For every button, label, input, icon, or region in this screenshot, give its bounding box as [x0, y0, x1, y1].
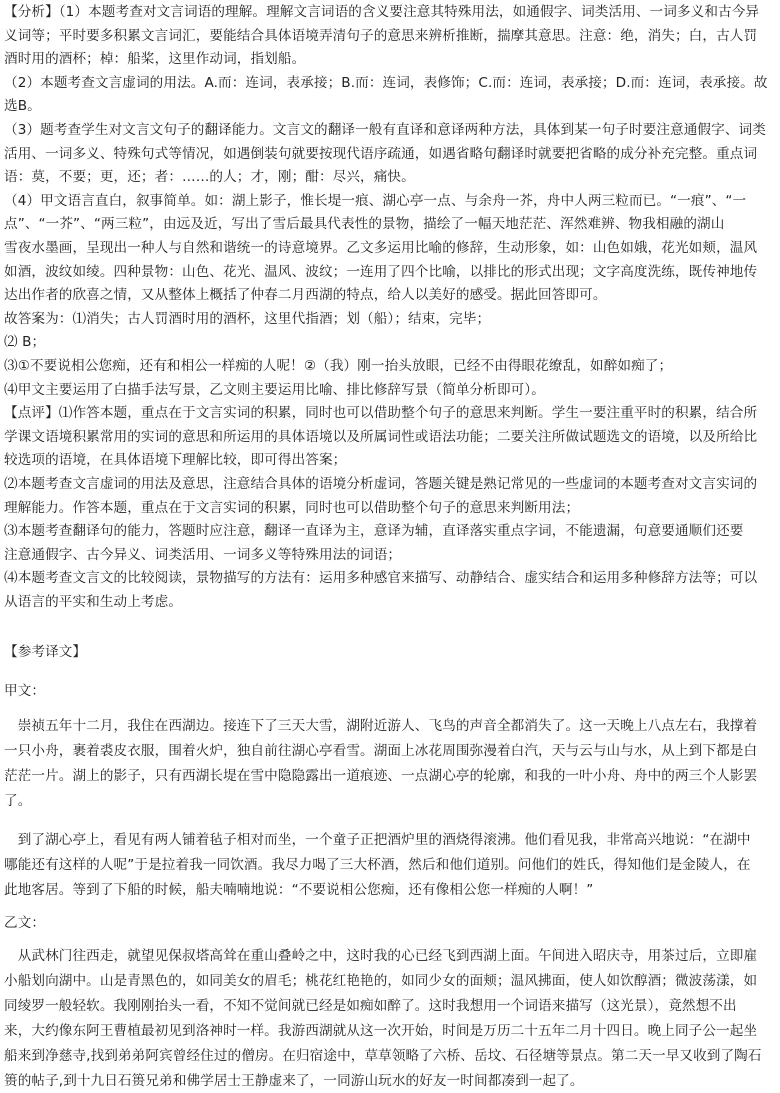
text-line: 点”、“一芥”、“两三粒”，由远及近，写出了雪后最具代表性的景物，描绘了一幅天地茫茫、浑然难辨、物我相融的湖山 — [4, 216, 725, 233]
text-line: ⑶①不要说相公您痴，还有和相公一样痴的人呢！②（我）刚一抬头放眼，已经不由得眼花缭乱，如醉如痴了； — [4, 358, 673, 374]
text-line: 学课文语境积累常用的实词的意思和所运用的具体语境以及所属词性或语法功能；二要关注所做试题选文的语境，以及所给比 — [4, 428, 758, 445]
text-line: 注意通假字、古今异义、词类活用、一词多义等特殊用法的词语； — [4, 546, 402, 563]
text-line: 哪能还有这样的人呢”于是拉着我一同饮酒。我尽力喝了三大杯酒，然后和他们道别。问他们的姓氏，得知他们是金陵人，在 — [4, 857, 751, 873]
text-line: 选B。 — [4, 98, 41, 115]
text-line: 同绫罗一般轻软。我刚刚抬头一看，不知不觉间就已经是如痴如醉了。这时我想用一个词语来描写（这光景），竟然想不出 — [4, 998, 737, 1014]
text-line: 从武林门往西走，就望见保叔塔高耸在重山叠岭之中，这时我的心已经飞到西湖上面。午间进入昭庆寺，用茶过后，立即雇 — [4, 948, 758, 964]
text-line: 从语言的平实和生动上考虑。 — [4, 594, 183, 610]
text-line: ⑵本题考查文言虚词的用法及意思，注意结合具体的语境分析虚词，答题关键是熟记常见的一些虚词的本题考查对文言实词的 — [4, 476, 758, 492]
text-line: 语：莫，不要；更，还；者：……的人；才，刚；酣：尽兴，痛快。 — [4, 169, 415, 186]
text-line: 船来到净慈寺,找到弟弟阿宾曾经住过的僧房。在归宿途中，草草领略了六桥、岳坟、石径塘等景点。第二天一早又收到了陶石 — [4, 1048, 762, 1064]
text-line: （4）甲文语言直白，叙事简单。如：湖上影子，惟长堤一痕、湖心亭一点、与余舟一芥，舟中人两三粒而已。“一痕”、“一 — [4, 192, 747, 209]
jia-label: 甲文： — [4, 683, 46, 699]
text-line: ⑵ B； — [4, 334, 46, 351]
text-line: 活用、一词多义、特殊句式等情况，如遇倒装句就要按现代语序疏通，如遇省略句翻译时就要把省略的成分补充完整。重点词 — [4, 145, 758, 162]
text-line: 一只小舟，裹着裘皮衣服，围着火炉，独自前往湖心亭看雪。湖面上冰花周围弥漫着白汽，天与云与山与水，从上到下都是白 — [4, 743, 758, 759]
text-line: 理解能力。作答本题，重点在于文言实词的积累，同时也可以借助整个句子的意思来判断用法； — [4, 499, 580, 516]
text-line: 较选项的语境，在具体语境下理解比较，即可得出答案； — [4, 452, 347, 469]
text-line: （3）题考查学生对文言文句子的翻译能力。文言文的翻译一般有直译和意译两种方法，具体到某一句子时要注意通假字、词类 — [4, 122, 766, 138]
text-line: 此地客居。等到了下船的时候，船夫喃喃地说：“不要说相公您痴，还有像相公您一样痴的人啊！” — [4, 882, 594, 898]
text-line: 【点评】⑴作答本题，重点在于文言实词的积累，同时也可以借助整个句子的意思来判断。学生一要注重平时的积累，结合所 — [4, 405, 758, 422]
text-line: ⑷本题考查文言文的比较阅读，景物描写的方法有：运用多种感官来描写、动静结合、虚实结合和运用多种修辞方法等；可以 — [4, 570, 758, 587]
text-line: 茫茫一片。湖上的影子，只有西湖长堤在雪中隐隐露出一道痕迹、一点湖心亭的轮廓，和我的一叶小舟、舟中的两三个人影罢 — [4, 768, 758, 784]
text-line: 来，大约像东阿王曹植最初见到洛神时一样。我游西湖就从这一次开始，时间是万历二十五年二月十四日。晚上同子公一起坐 — [4, 1023, 758, 1039]
text-line: 小船划向湖中。山是青黑色的，如同美女的眉毛；桃花红艳艳的，如同少女的面颊；温风拂面，使人如饮醇酒；微波荡漾，如 — [4, 973, 758, 989]
yi-label: 乙文： — [4, 915, 46, 931]
text-line: 篑的帖子,到十九日石篑兄弟和佛学居士王静虚来了，一同游山玩水的好友一时间都凑到一起了。 — [4, 1073, 584, 1089]
text-line: 了。 — [4, 793, 32, 809]
text-line: ⑶本题考查翻译句的能力，答题时应注意，翻译一直译为主，意译为辅，直译落实重点字词，不能遗漏，句意要通顺们还要 — [4, 523, 744, 540]
text-line: 故答案为：⑴消失；古人罚酒时用的酒杯，这里代指酒；划（船）；结束，完毕； — [4, 310, 491, 327]
text-line: 崇祯五年十二月，我住在西湖边。接连下了三天大雪，湖附近游人、飞鸟的声音全都消失了。这一天晚上八点左右，我撑着 — [4, 718, 758, 734]
text-line: 雪夜水墨画，呈现出一种人与自然和谐统一的诗意境界。乙文多运用比喻的修辞，生动形象，如：山色如娥，花光如颊，温风 — [4, 240, 758, 256]
text-line: 【分析】（1）本题考查对文言词语的理解。理解文言词语的含义要注意其特殊用法，如通假字、词类活用、一词多义和古今异 — [4, 4, 760, 20]
text-line: （2）本题考查文言虚词的用法。A.而：连词，表承接；B.而：连词，表修饰；C.而：连词，表承接；D.而：连词，表承接。故 — [4, 74, 768, 91]
text-line: 如酒，波纹如绫。四种景物：山色、花光、温风、波纹；一连用了四个比喻，以排比的形式出现；文字高度洗练，既传神地传 — [4, 263, 758, 280]
text-line: 义词等；平时要多积累文言词汇，要能结合具体语境弄清句子的意思来辨析推断，揣摩其意思。注意：绝，消失；白，古人罚 — [4, 27, 758, 44]
translation-header: 【参考译文】 — [4, 644, 87, 660]
text-line: ⑷甲文主要运用了白描手法写景，乙文则主要运用比喻、排比修辞写景（简单分析即可）。 — [4, 381, 545, 398]
text-line: 酒时用的酒杯；棹：船桨，这里作动词，指划船。 — [4, 51, 306, 68]
text-line: 达出作者的欣喜之情，又从整体上概括了仲春二月西湖的特点，给人以美好的感受。据此回答即可。 — [4, 287, 607, 304]
text-line: 到了湖心亭上，看见有两人铺着毡子相对而坐，一个童子正把酒炉里的酒烧得滚沸。他们看见我，非常高兴地说：“在湖中 — [4, 832, 751, 848]
